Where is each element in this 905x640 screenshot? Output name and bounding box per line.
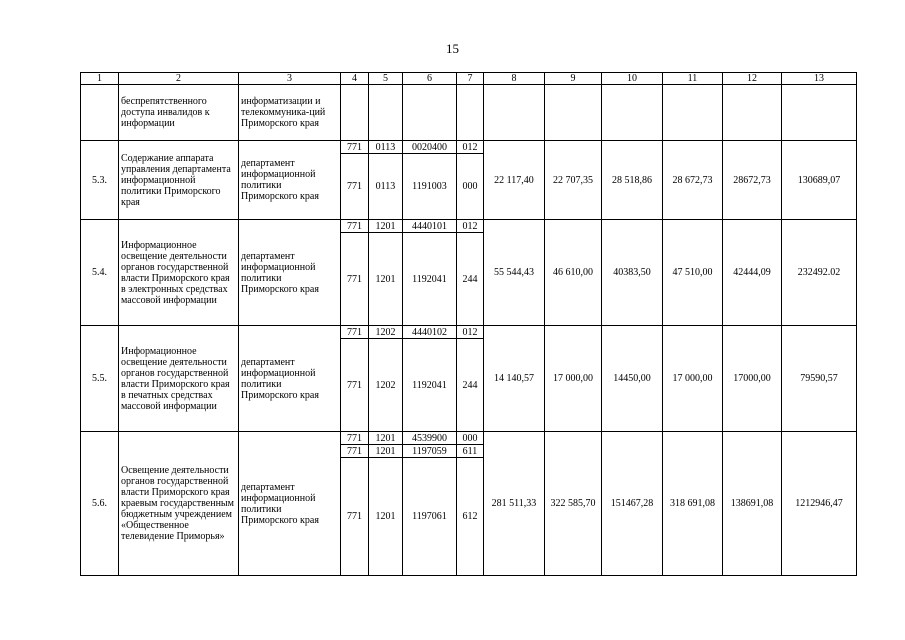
column-header: 11 — [663, 73, 723, 85]
table-row — [81, 141, 857, 154]
code-cell: 000 — [457, 432, 484, 445]
code-cell: 1192041 — [403, 233, 457, 326]
code-cell: 771 — [341, 432, 369, 445]
code-cell: 1201 — [369, 458, 403, 576]
code-cell: 012 — [457, 220, 484, 233]
item-name: Информационное освещение деятельности органов государственной власти Приморского края в печатных средствах массовой информации — [119, 326, 239, 432]
code-cell: 1197061 — [403, 458, 457, 576]
value-cell: 40383,50 — [602, 220, 663, 326]
code-cell: 244 — [457, 339, 484, 432]
code-cell: 771 — [341, 220, 369, 233]
row-number: 5.6. — [81, 432, 119, 576]
column-header: 10 — [602, 73, 663, 85]
code-cell: 1201 — [369, 432, 403, 445]
row-number: 5.5. — [81, 326, 119, 432]
item-name: Освещение деятельности органов государственной власти Приморского края краевым государственным бюджетным учреждением «Общественное телевидение Приморья» — [119, 432, 239, 576]
code-cell: 771 — [341, 141, 369, 154]
value-cell: 151467,28 — [602, 432, 663, 576]
budget-table — [80, 72, 857, 576]
code-cell: 771 — [341, 233, 369, 326]
code-cell: 1202 — [369, 326, 403, 339]
column-header: 13 — [782, 73, 857, 85]
value-cell: 46 610,00 — [545, 220, 602, 326]
value-cell: 28672,73 — [723, 141, 782, 220]
column-header: 12 — [723, 73, 782, 85]
value-cell: 47 510,00 — [663, 220, 723, 326]
value-cell: 130689,07 — [782, 141, 857, 220]
code-cell: 012 — [457, 141, 484, 154]
code-cell: 1192041 — [403, 339, 457, 432]
value-cell: 42444,09 — [723, 220, 782, 326]
value-cell: 17 000,00 — [545, 326, 602, 432]
table-row — [81, 220, 857, 233]
value-cell: 232492.02 — [782, 220, 857, 326]
code-cell: 611 — [457, 445, 484, 458]
code-cell: 1191003 — [403, 154, 457, 220]
value-cell: 281 511,33 — [484, 432, 545, 576]
item-name: Информационное освещение деятельности органов государственной власти Приморского края в электронных средствах массовой информации — [119, 220, 239, 326]
code-cell: 1201 — [369, 445, 403, 458]
item-department: департамент информационной политики Приморского края — [239, 141, 341, 220]
column-header: 2 — [119, 73, 239, 85]
column-header: 4 — [341, 73, 369, 85]
value-cell: 322 585,70 — [545, 432, 602, 576]
column-number-row — [81, 73, 857, 85]
column-header: 6 — [403, 73, 457, 85]
row-number: 5.4. — [81, 220, 119, 326]
code-cell: 0020400 — [403, 141, 457, 154]
code-cell: 771 — [341, 326, 369, 339]
table-row — [81, 85, 857, 141]
code-cell: 4440102 — [403, 326, 457, 339]
code-cell: 0113 — [369, 154, 403, 220]
item-name: беспрепятственного доступа инвалидов к информации — [119, 85, 239, 141]
value-cell: 17 000,00 — [663, 326, 723, 432]
table-row — [81, 326, 857, 339]
table-row — [81, 432, 857, 445]
value-cell: 14 140,57 — [484, 326, 545, 432]
column-header: 1 — [81, 73, 119, 85]
value-cell: 138691,08 — [723, 432, 782, 576]
item-department: департамент информационной политики Приморского края — [239, 220, 341, 326]
code-cell: 4539900 — [403, 432, 457, 445]
value-cell: 318 691,08 — [663, 432, 723, 576]
column-header: 3 — [239, 73, 341, 85]
code-cell: 771 — [341, 458, 369, 576]
value-cell: 55 544,43 — [484, 220, 545, 326]
item-name: Содержание аппарата управления департамента информационной политики Приморского края — [119, 141, 239, 220]
item-department: департамент информационной политики Приморского края — [239, 432, 341, 576]
value-cell: 79590,57 — [782, 326, 857, 432]
column-header: 5 — [369, 73, 403, 85]
code-cell: 244 — [457, 233, 484, 326]
value-cell: 28 518,86 — [602, 141, 663, 220]
code-cell: 000 — [457, 154, 484, 220]
code-cell: 1201 — [369, 220, 403, 233]
value-cell: 22 707,35 — [545, 141, 602, 220]
value-cell: 28 672,73 — [663, 141, 723, 220]
page-number: 15 — [446, 41, 459, 56]
item-department: департамент информационной политики Приморского края — [239, 326, 341, 432]
value-cell: 17000,00 — [723, 326, 782, 432]
row-number: 5.3. — [81, 141, 119, 220]
value-cell: 22 117,40 — [484, 141, 545, 220]
code-cell: 771 — [341, 339, 369, 432]
item-department: информатизации и телекоммуника-ций Приморского края — [239, 85, 341, 141]
value-cell: 14450,00 — [602, 326, 663, 432]
code-cell: 612 — [457, 458, 484, 576]
code-cell: 771 — [341, 445, 369, 458]
code-cell: 1201 — [369, 233, 403, 326]
code-cell: 0113 — [369, 141, 403, 154]
column-header: 8 — [484, 73, 545, 85]
code-cell: 4440101 — [403, 220, 457, 233]
code-cell: 1197059 — [403, 445, 457, 458]
column-header: 7 — [457, 73, 484, 85]
code-cell: 1202 — [369, 339, 403, 432]
column-header: 9 — [545, 73, 602, 85]
code-cell: 771 — [341, 154, 369, 220]
value-cell: 1212946,47 — [782, 432, 857, 576]
code-cell: 012 — [457, 326, 484, 339]
